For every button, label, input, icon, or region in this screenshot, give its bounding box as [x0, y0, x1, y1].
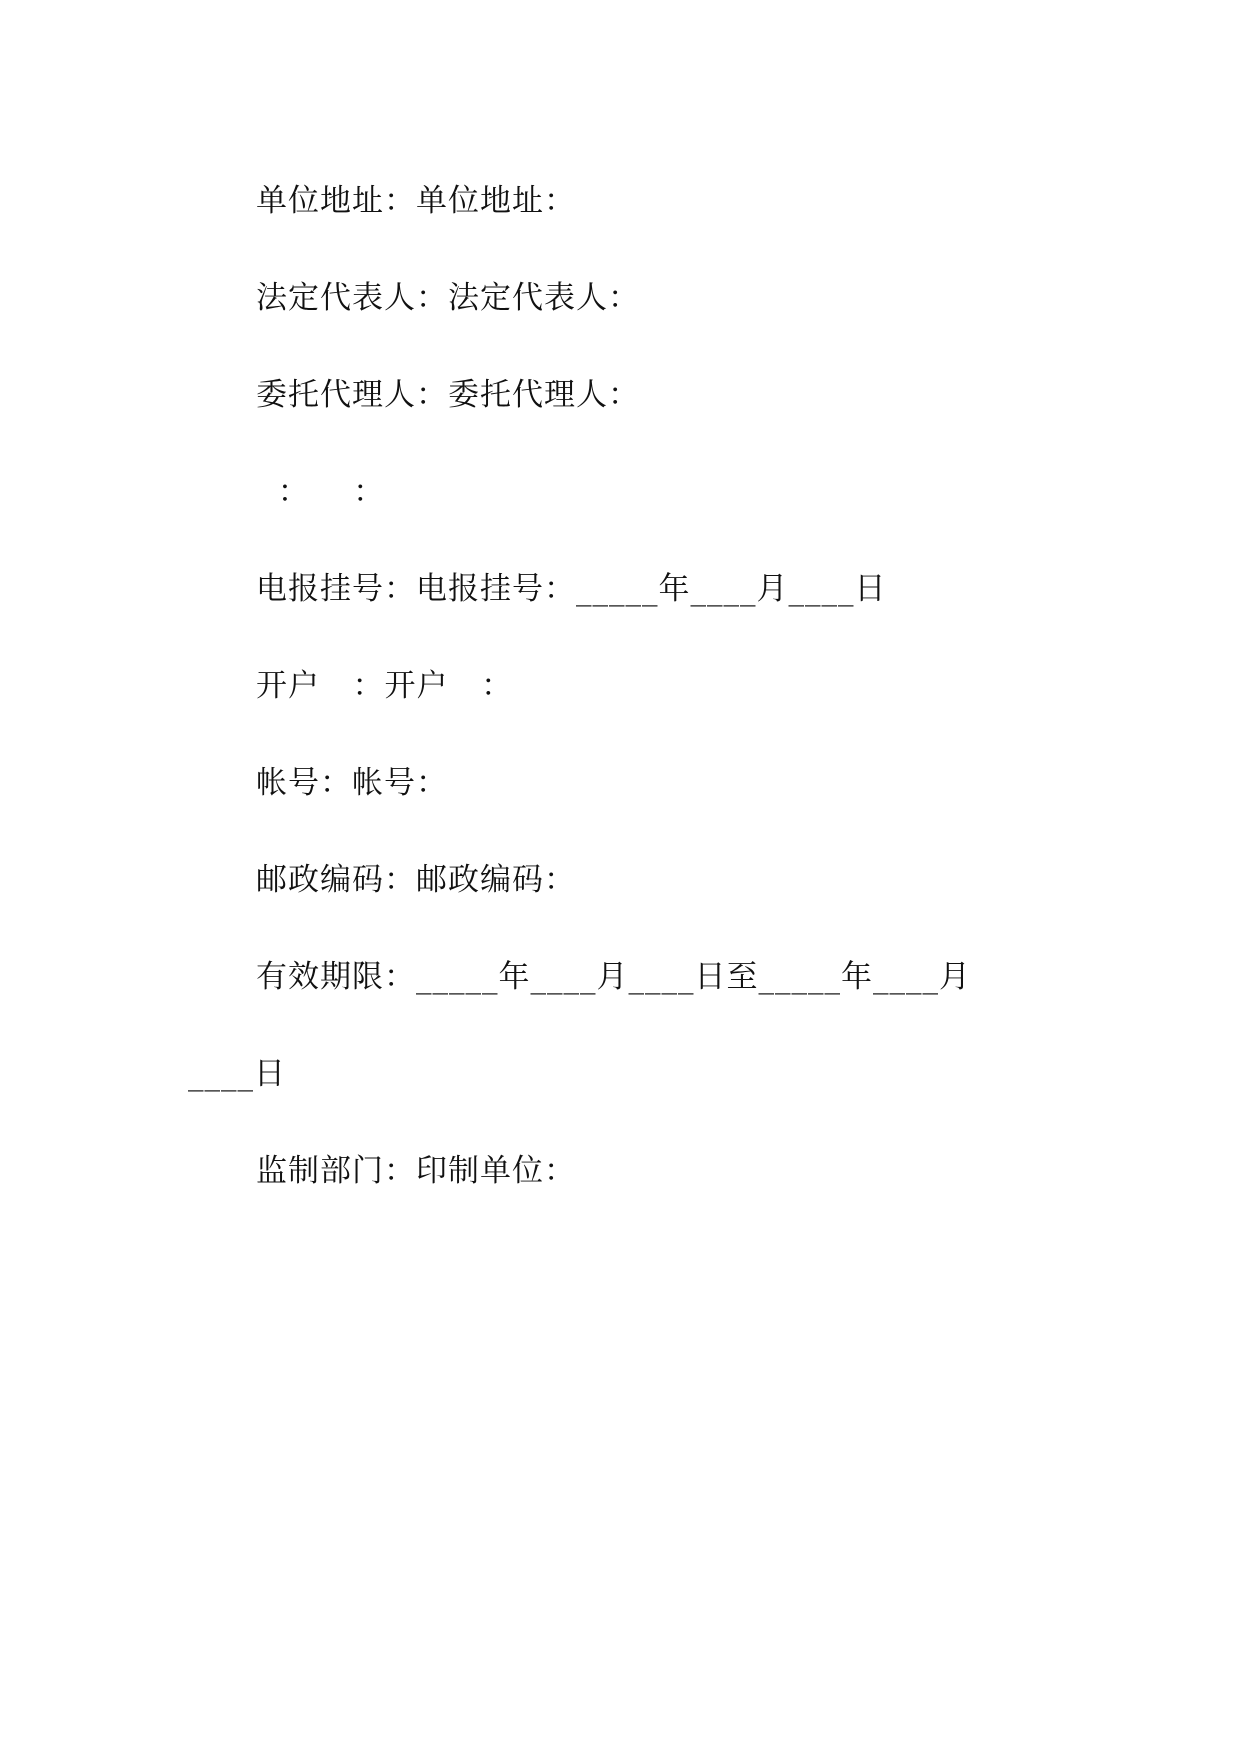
validity-period-continuation-line: ____日: [188, 1056, 286, 1092]
account-number-line: 帐号：帐号：: [256, 765, 448, 801]
validity-period-line: 有效期限：_____年____月____日至_____年____月: [256, 959, 971, 995]
telegraph-number-line: 电报挂号：电报挂号：_____年____月____日: [256, 571, 887, 607]
authorized-agent-line: 委托代理人：委托代理人：: [256, 377, 640, 413]
bank-account-opening-line: 开户 ：开户 ：: [256, 668, 514, 704]
blank-field-line: ： ：: [256, 474, 386, 510]
unit-address-line: 单位地址：单位地址：: [256, 183, 576, 219]
supervision-department-line: 监制部门：印制单位：: [256, 1153, 576, 1189]
postal-code-line: 邮政编码：邮政编码：: [256, 862, 576, 898]
legal-representative-line: 法定代表人：法定代表人：: [256, 280, 640, 316]
